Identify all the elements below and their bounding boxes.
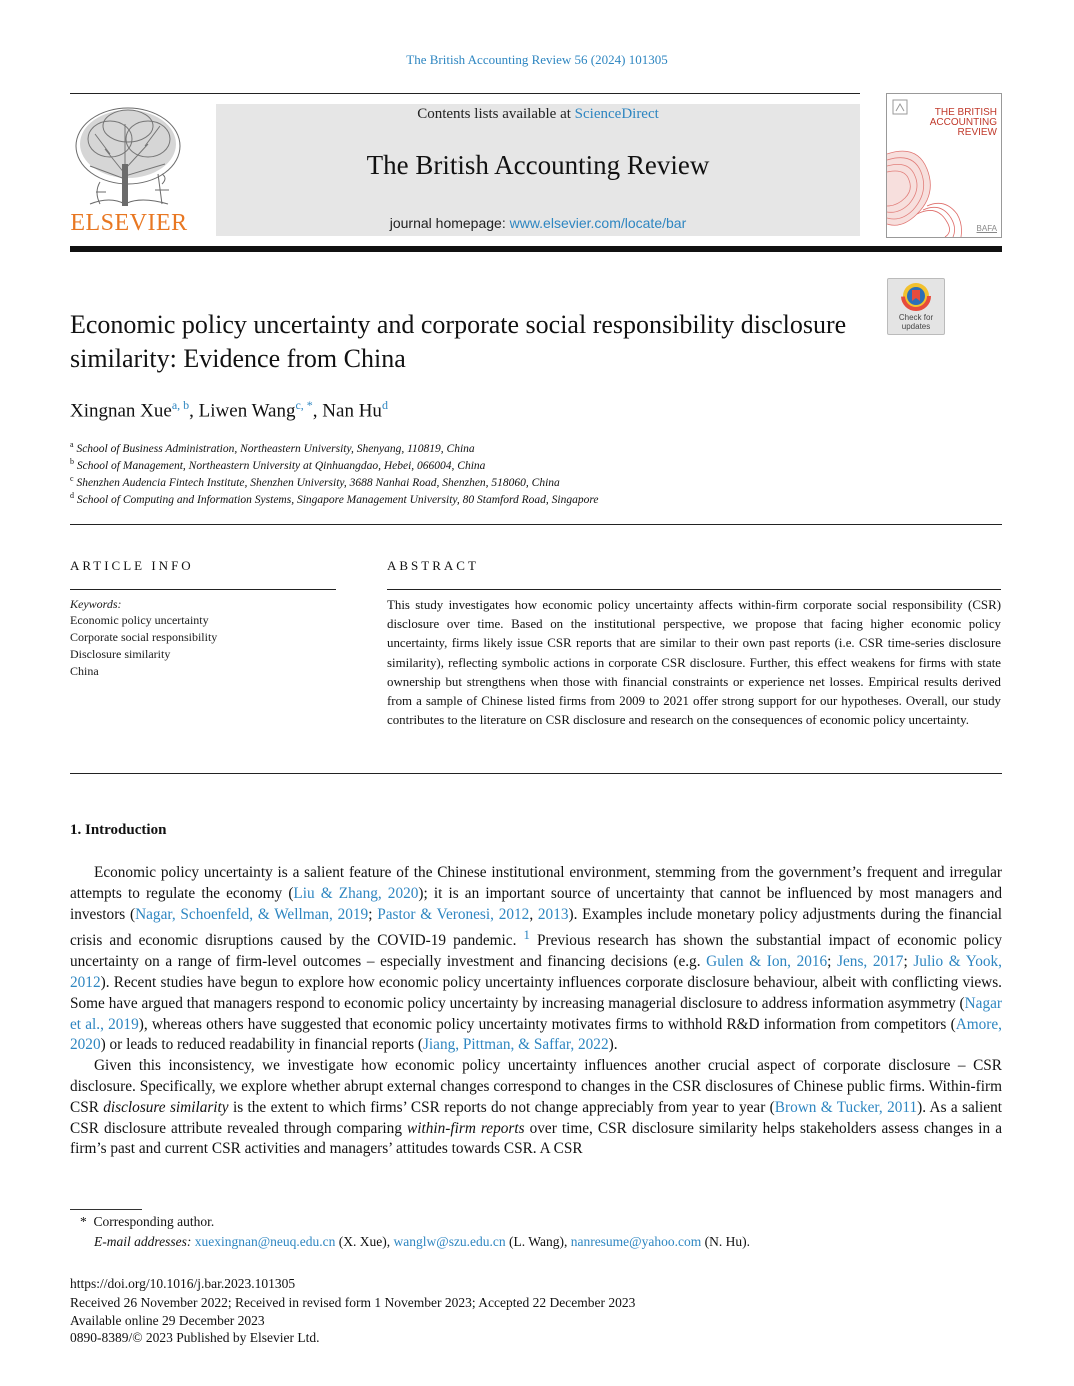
paragraph	[70, 1056, 1002, 1160]
text-run: ).	[608, 1036, 618, 1054]
author-affiliation-marks[interactable]: a, b	[171, 398, 190, 412]
publisher-name: ELSEVIER	[70, 210, 188, 236]
header-thick-rule	[70, 246, 1002, 252]
text-run: is the extent to which firms’ CSR reports do not change appreciably from year to year (	[228, 1098, 775, 1116]
journal-title: The British Accounting Review	[366, 150, 710, 180]
introduction-heading: 1. Introduction	[70, 822, 167, 838]
citation-link[interactable]: Liu & Zhang, 2020	[293, 884, 419, 902]
journal-header-box	[216, 104, 860, 236]
affiliation	[70, 474, 560, 489]
text-run: ); it is an important source of uncertainty that cannot be influenced by most managers and investors (	[70, 884, 1002, 923]
homepage-prefix: journal homepage:	[389, 215, 510, 231]
affiliation-mark: c	[70, 474, 74, 483]
footnote-mark: *	[80, 1214, 87, 1229]
keyword: Economic policy uncertainty	[70, 613, 209, 627]
citation-link[interactable]: Gulen & Ion, 2016	[706, 953, 828, 971]
text-run: ;	[903, 953, 914, 971]
abstract-bottom-rule	[70, 773, 1002, 774]
email-label: E-mail addresses:	[94, 1234, 192, 1249]
keywords-label: Keywords:	[70, 597, 122, 611]
header-rule	[70, 93, 860, 94]
citation-link[interactable]: Jens, 2017	[837, 953, 904, 971]
text-run: ). Examples include monetary policy adjustments during the financial crisis and economic disruptions caused by the COVID-19 pandemic.	[70, 905, 1003, 950]
citation-link[interactable]: Amore, 2020	[70, 1015, 1002, 1054]
author-name[interactable]: Liwen Wang	[198, 400, 296, 422]
affiliation-rule	[70, 524, 1002, 525]
cover-title-line3: REVIEW	[957, 127, 997, 138]
email-link[interactable]: nanresume@yahoo.com	[570, 1234, 702, 1249]
affiliation-mark: b	[70, 457, 74, 466]
text-run: ). Recent studies have begun to explore how economic policy uncertainty influences corporate disclosure behaviour, albeit with conflicting views. Some have argued that managers respond to economic policy uncertainty by increasing managerial disclosure to address information asymmetry (	[70, 974, 1002, 1012]
check-for-updates-button[interactable]	[887, 278, 945, 335]
received-dates: Received 26 November 2022; Received in revised form 1 November 2023; Accepted 22 December 2023	[70, 1295, 636, 1310]
author-affiliation-marks[interactable]: c, *	[295, 398, 313, 412]
author-affiliation-marks[interactable]: d	[381, 398, 388, 412]
journal-cover[interactable]	[886, 93, 1002, 238]
available-online: Available online 29 December 2023	[70, 1313, 265, 1328]
cover-title-line1: THE BRITISH	[934, 107, 997, 118]
corresponding-note	[80, 1214, 214, 1230]
article-info-heading: ARTICLE INFO	[70, 558, 194, 573]
email-owner: (N. Hu).	[704, 1234, 750, 1249]
affiliation	[70, 491, 599, 506]
abstract-rule	[387, 589, 1001, 590]
keyword: China	[70, 664, 99, 678]
text-run: ), whereas others have suggested that economic policy uncertainty motivates firms to withhold R&D information from competitors (	[138, 1015, 956, 1033]
homepage-line	[216, 215, 860, 231]
email-owner: (L. Wang),	[509, 1234, 568, 1249]
homepage-link[interactable]: www.elsevier.com/locate/bar	[509, 215, 687, 231]
contents-prefix: Contents lists available at	[417, 106, 575, 122]
citation-link[interactable]: Jiang, Pittman, & Saffar, 2022	[422, 1036, 609, 1054]
footnote-ref[interactable]: 1	[523, 928, 530, 943]
author-name[interactable]: Nan Hu	[322, 400, 382, 422]
text-run: ;	[827, 953, 838, 971]
article-info-rule	[70, 589, 336, 590]
affiliation-text: School of Computing and Information Systems, Singapore Management University, 80 Stamford Road, Singapore	[76, 493, 599, 506]
corresponding-text: Corresponding author.	[93, 1214, 215, 1229]
emphasis: disclosure similarity	[103, 1098, 229, 1116]
affiliation-text: School of Business Administration, Northeastern University, Shenyang, 110819, China	[76, 442, 475, 455]
check-updates-icon	[888, 279, 944, 313]
keyword: Corporate social responsibility	[70, 630, 218, 644]
affiliation	[70, 457, 485, 472]
citation-link[interactable]: Nagar, Schoenfeld, & Wellman, 2019	[135, 905, 369, 923]
affiliation	[70, 440, 475, 455]
elsevier-logo[interactable]	[70, 104, 188, 236]
paragraph	[70, 863, 1002, 1056]
footnote-rule	[70, 1209, 142, 1210]
journal-citation[interactable]: The British Accounting Review 56 (2024) 101305	[406, 52, 668, 67]
citation-link[interactable]: Brown & Tucker, 2011	[774, 1098, 918, 1116]
citation-link[interactable]: Nagar et al., 2019	[70, 994, 1002, 1033]
text-run: ;	[368, 905, 378, 923]
sciencedirect-link[interactable]: ScienceDirect	[574, 106, 659, 122]
text-run: Previous research has shown the substantial impact of economic policy uncertainty on a range of firm-level outcomes – especially investment and financing decisions (e.g.	[70, 932, 1002, 971]
keyword: Disclosure similarity	[70, 647, 171, 661]
email-owner: (X. Xue),	[338, 1234, 391, 1249]
text-run: Given this inconsistency, we investigate how economic policy uncertainty influences another crucial aspect of corporate disclosure – CSR disclosure. Specifically, we explore whether abrupt external changes correspond to changes in the CSR disclosures of Chinese public firms. Within-firm CSR	[70, 1057, 1002, 1116]
citation-link[interactable]: Julio & Yook, 2012	[70, 953, 1002, 992]
text-run: over time, CSR disclosure similarity helps stakeholders assess changes in a firm’s past and current CSR activities and managers’ attitudes towards CSR. A CSR	[70, 1119, 1002, 1158]
affiliation-mark: a	[70, 440, 74, 449]
emphasis: within-firm reports	[407, 1119, 525, 1137]
introduction-body	[70, 863, 1002, 1160]
abstract-heading: ABSTRACT	[387, 558, 479, 573]
affiliation-text: School of Management, Northeastern University at Qinhuangdao, Hebei, 066004, China	[76, 459, 486, 472]
cover-title-line2: ACCOUNTING	[929, 117, 997, 128]
email-addresses	[94, 1234, 750, 1250]
email-link[interactable]: xuexingnan@neuq.edu.cn	[194, 1234, 336, 1249]
affiliation-mark: d	[70, 491, 74, 500]
article-title: Economic policy uncertainty and corporate social responsibility disclosure similarity: Evidence from China	[70, 310, 847, 373]
copyright: 0890-8389/© 2023 Published by Elsevier Ltd.	[70, 1330, 320, 1345]
text-run: ,	[529, 905, 538, 923]
abstract-text: This study investigates how economic policy uncertainty affects within-firm corporate social responsibility (CSR) disclosure over time. Based on the institutional perspective, we propose that facing higher economic policy uncertainty, firms likely issue CSR reports that are similar to their own past reports (i.e. CSR time-series disclosure similarity), reflecting symbolic actions in corporate CSR disclosure. Further, this effect weakens for firms with state ownership but strengthens when those with financial constraints or experience net losses. Empirical results derived from a sample of Chinese listed firms from 2009 to 2021 offer strong support for our hypotheses. Overall, our study contributes to the literature on CSR disclosure and research on the consequences of economic policy uncertainty.	[387, 598, 1001, 728]
author-name[interactable]: Xingnan Xue	[70, 400, 172, 422]
email-link[interactable]: wanglw@szu.edu.cn	[393, 1234, 506, 1249]
text-run: ) or leads to reduced readability in financial reports (	[100, 1036, 423, 1054]
cover-badge: BAFA	[976, 224, 997, 233]
contents-line	[216, 106, 860, 123]
citation-link[interactable]: 2013	[537, 905, 569, 923]
affiliation-text: Shenzhen Audencia Fintech Institute, Shenzhen University, 3688 Nanhai Road, Shenzhen, 518060, China	[76, 476, 560, 489]
text-run: Economic policy uncertainty is a salient feature of the Chinese institutional environment, stemming from the government’s frequent and irregular attempts to regulate the economy (	[70, 864, 1002, 902]
check-for-updates-label: Check for updates	[898, 313, 934, 331]
doi-link[interactable]: https://doi.org/10.1016/j.bar.2023.101305	[70, 1276, 296, 1291]
text-run: ). As a salient CSR disclosure attribute revealed through comparing	[70, 1098, 1002, 1137]
author-list: Xingnan Xue$^{a, b}$, Liwen Wang$^{c, *}$, Nan Hu$^d$	[70, 398, 388, 422]
citation-link[interactable]: Pastor & Veronesi, 2012	[377, 905, 530, 923]
